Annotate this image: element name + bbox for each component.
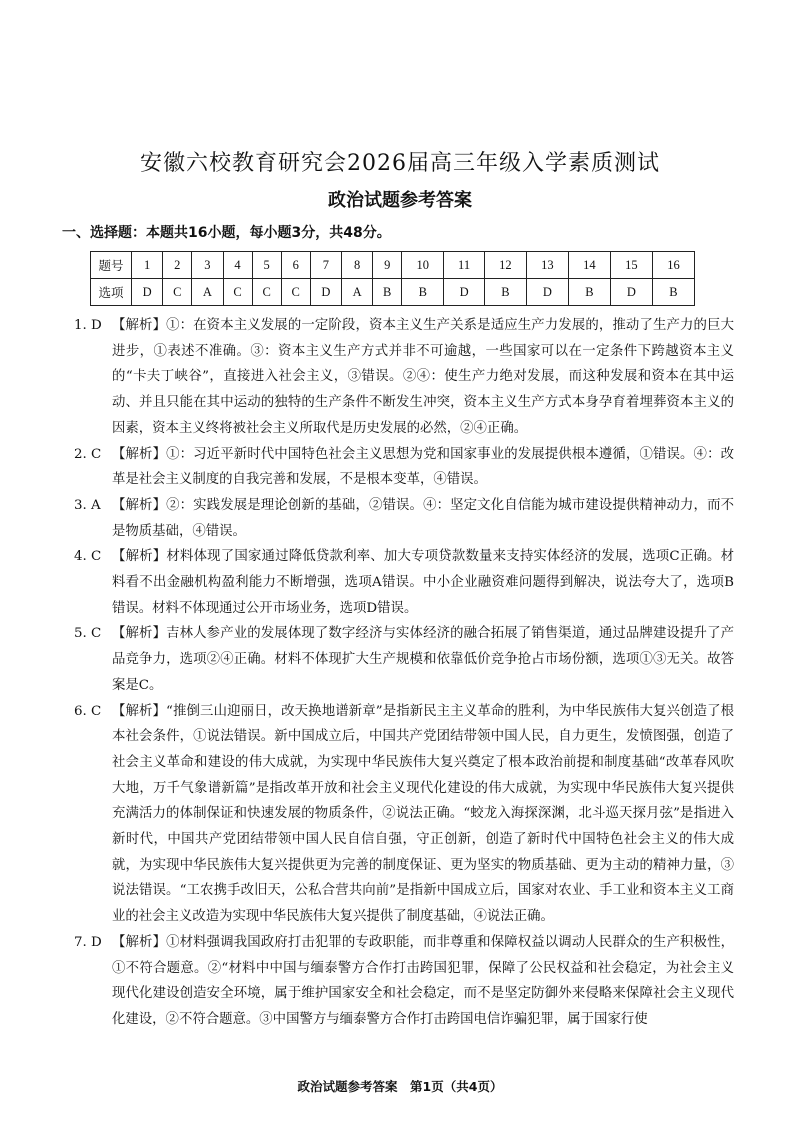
document-subtitle: 政治试题参考答案 (328, 190, 472, 211)
question-number-cell: 2 (163, 252, 192, 279)
explanation-number: 3. A (74, 497, 101, 513)
question-number-cell: 4 (223, 252, 252, 279)
explanation-item (74, 313, 734, 442)
page-footer: 政治试题参考答案 第1页（共4页） (297, 1079, 503, 1094)
answer-cell: D (610, 279, 652, 306)
question-number-cell: 13 (526, 252, 568, 279)
question-number-cell: 16 (652, 252, 694, 279)
answer-cell: D (444, 279, 485, 306)
answer-cell: A (192, 279, 223, 306)
question-number-cell: 8 (341, 252, 372, 279)
question-number-cell: 5 (252, 252, 281, 279)
question-number-cell: 11 (444, 252, 485, 279)
explanation-number: 6. C (74, 703, 102, 719)
answer-cell: C (281, 279, 310, 306)
question-number-cell: 15 (610, 252, 652, 279)
answer-cell: B (373, 279, 402, 306)
explanation-number: 7. D (74, 934, 102, 950)
answer-cell: D (132, 279, 163, 306)
explanation-list (74, 313, 734, 1033)
explanation-item (74, 699, 734, 930)
explanation-text: 【解析】①材料强调我国政府打击犯罪的专政职能，而非尊重和保障权益以调动人民群众的生产积极性，①不符合题意。②“材料中中国与缅泰警方合作打击跨国犯罪，保障了公民权益和社会稳定，为社会主义现代化建设创造安全环境，属于维护国家安全和社会稳定，而不是坚定防御外来侵略来保障社会主义现代化建设，②不符合题意。③中国警方与缅泰警方合作打击跨国电信诈骗犯罪，属于国家行使 (112, 934, 734, 1027)
explanation-text: 【解析】①：在资本主义发展的一定阶段，资本主义生产关系是适应生产力发展的，推动了生产力的巨大进步，①表述不准确。③：资本主义生产方式并非不可逾越，一些国家可以在一定条件下跨越资本主义的“卡夫丁峡谷”，直接进入社会主义，③错误。②④：使生产力绝对发展，而这种发展和资本在其中运动、并且只能在其中运动的独特的生产条件不断发生冲突，资本主义生产方式本身孕育着埋葬资本主义的因素，资本主义终将被社会主义所取代是历史发展的必然，②④正确。 (112, 318, 734, 436)
explanation-number: 1. D (74, 318, 102, 333)
answer-table-number-row (91, 252, 695, 279)
explanation-item (74, 442, 734, 493)
answer-cell: B (484, 279, 526, 306)
question-number-cell: 3 (192, 252, 223, 279)
answer-cell: C (163, 279, 192, 306)
explanation-item (74, 621, 734, 698)
document-title: 安徽六校教育研究会2026届高三年级入学素质测试 (140, 151, 660, 176)
question-number-cell: 9 (373, 252, 402, 279)
explanation-number: 5. C (74, 626, 102, 642)
explanation-item (74, 493, 734, 544)
answer-cell: C (223, 279, 252, 306)
explanation-item (74, 930, 734, 1033)
section-heading: 一、选择题：本题共16小题，每小题3分，共48分。 (62, 225, 391, 241)
explanation-text: 【解析】“推倒三山迎丽日，改天换地谱新章”是指新民主主义革命的胜利，为中华民族伟大复兴创造了根本社会条件，①说法错误。新中国成立后，中国共产党团结带领中国人民，自力更生，发愤图强，创造了社会主义革命和建设的伟大成就，为实现中华民族伟大复兴奠定了根本政治前提和制度基础“改革春风吹大地，万千气象谱新篇”是指改革开放和社会主义现代化建设的伟大成就，为实现中华民族伟大复兴提供充满活力的体制保证和快速发展的物质条件，②说法正确。“蛟龙入海探深渊，北斗巡天探月弦”是指进入新时代，中国共产党团结带领中国人民自信自强，守正创新，创造了新时代中国特色社会主义的伟大成就，为实现中华民族伟大复兴提供更为完善的制度保证、更为坚实的物质基础、更为主动的精神力量，③说法错误。“工农携手改旧天，公私合营共向前”是指新中国成立后，国家对农业、手工业和资本主义工商业的社会主义改造为实现中华民族伟大复兴提供了制度基础，④说法正确。 (112, 703, 734, 925)
answer-cell: A (341, 279, 372, 306)
question-number-cell: 6 (281, 252, 310, 279)
answer-cell: B (402, 279, 444, 306)
question-number-cell: 10 (402, 252, 444, 279)
answer-table (90, 251, 695, 306)
question-number-cell: 12 (484, 252, 526, 279)
explanation-item (74, 544, 734, 621)
explanation-number: 4. C (74, 549, 102, 565)
answer-cell: B (568, 279, 610, 306)
explanation-text: 【解析】吉林人参产业的发展体现了数字经济与实体经济的融合拓展了销售渠道，通过品牌建设提升了产品竞争力，选项②④正确。材料不体现扩大生产规模和依靠低价竞争抢占市场份额，选项①③无关。故答案是C。 (112, 626, 734, 693)
explanation-text: 【解析】①：习近平新时代中国特色社会主义思想为党和国家事业的发展提供根本遵循，①错误。④：改革是社会主义制度的自我完善和发展，不是根本变革，④错误。 (112, 446, 734, 488)
answer-cell: D (526, 279, 568, 306)
question-number-cell: 1 (132, 252, 163, 279)
answer-cell: C (252, 279, 281, 306)
row-label-answer: 选项 (91, 279, 132, 306)
answer-cell: D (310, 279, 341, 306)
explanation-number: 2. C (74, 446, 102, 462)
question-number-cell: 7 (310, 252, 341, 279)
row-label-number: 题号 (91, 252, 132, 279)
answer-cell: B (652, 279, 694, 306)
explanation-text: 【解析】材料体现了国家通过降低贷款利率、加大专项贷款数量来支持实体经济的发展，选项C正确。材料看不出金融机构盈利能力不断增强，选项A错误。中小企业融资难问题得到解决，说法夸大了，选项B错误。材料不体现通过公开市场业务，选项D错误。 (112, 549, 734, 616)
answer-table-answer-row (91, 279, 695, 306)
question-number-cell: 14 (568, 252, 610, 279)
explanation-text: 【解析】②：实践发展是理论创新的基础，②错误。④：坚定文化自信能为城市建设提供精神动力，而不是物质基础，④错误。 (112, 497, 734, 539)
